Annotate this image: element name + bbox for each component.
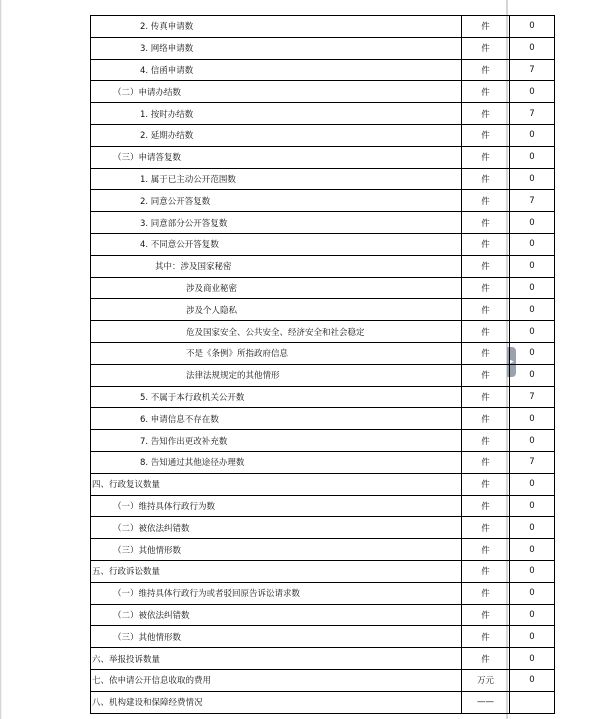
row-value: 0: [510, 669, 555, 691]
table-row: [91, 233, 555, 255]
page-edge: [0, 0, 2, 719]
row-value: 0: [510, 408, 555, 430]
statistics-table-body: [91, 16, 555, 714]
row-item-label: （二）申请办结数: [91, 81, 462, 103]
row-value: 7: [510, 103, 555, 125]
row-value: 0: [510, 473, 555, 495]
row-item-label: 五、行政诉讼数量: [91, 560, 462, 582]
row-value: 0: [510, 539, 555, 561]
row-unit: 件: [462, 277, 510, 299]
row-value: 0: [510, 364, 555, 386]
row-value: 0: [510, 233, 555, 255]
row-unit: 件: [462, 473, 510, 495]
row-item-label: 涉及个人隐私: [91, 299, 462, 321]
row-unit: 件: [462, 648, 510, 670]
row-unit: 件: [462, 233, 510, 255]
table-row: [91, 517, 555, 539]
row-item-label: 2. 传真申请数: [91, 16, 462, 38]
row-value: 0: [510, 277, 555, 299]
row-unit: 件: [462, 190, 510, 212]
row-item-label: 四、行政复议数量: [91, 473, 462, 495]
row-value: 0: [510, 299, 555, 321]
row-unit: 件: [462, 146, 510, 168]
row-item-label: （三）申请答复数: [91, 146, 462, 168]
table-row: [91, 342, 555, 364]
table-row: [91, 539, 555, 561]
table-row: [91, 430, 555, 452]
row-item-label: 2. 延期办结数: [91, 124, 462, 146]
row-unit: 件: [462, 59, 510, 81]
row-item-label: 4. 不同意公开答复数: [91, 233, 462, 255]
row-value: 0: [510, 168, 555, 190]
row-value: 0: [510, 146, 555, 168]
expand-arrow-icon[interactable]: ▸: [507, 347, 516, 377]
table-row: [91, 495, 555, 517]
row-unit: 件: [462, 451, 510, 473]
table-row: [91, 451, 555, 473]
row-value: 0: [510, 321, 555, 343]
row-unit: 件: [462, 342, 510, 364]
row-value: 7: [510, 59, 555, 81]
row-item-label: 6. 申请信息不存在数: [91, 408, 462, 430]
row-unit: 件: [462, 604, 510, 626]
row-item-label: （三）其他情形数: [91, 626, 462, 648]
table-row: [91, 582, 555, 604]
table-row: [91, 408, 555, 430]
row-unit: 万元: [462, 669, 510, 691]
row-item-label: 八、机构建设和保障经费情况: [91, 691, 462, 713]
row-item-label: （一）维持具体行政行为或者驳回原告诉讼请求数: [91, 582, 462, 604]
row-value: 7: [510, 386, 555, 408]
row-unit: 件: [462, 539, 510, 561]
row-value: 0: [510, 37, 555, 59]
row-item-label: （三）其他情形数: [91, 539, 462, 561]
row-item-label: 2. 同意公开答复数: [91, 190, 462, 212]
row-value: 0: [510, 582, 555, 604]
table-row: [91, 560, 555, 582]
table-row: [91, 299, 555, 321]
row-item-label: 危及国家安全、公共安全、经济安全和社会稳定: [91, 321, 462, 343]
table-row: [91, 146, 555, 168]
row-item-label: 7. 告知作出更改补充数: [91, 430, 462, 452]
table-row: [91, 364, 555, 386]
row-unit: 件: [462, 212, 510, 234]
row-value: 0: [510, 648, 555, 670]
row-item-label: 法律法规规定的其他情形: [91, 364, 462, 386]
row-unit: 件: [462, 386, 510, 408]
row-value: 0: [510, 255, 555, 277]
table-row: [91, 124, 555, 146]
row-item-label: 8. 告知通过其他途径办理数: [91, 451, 462, 473]
row-value: 0: [510, 430, 555, 452]
row-item-label: 七、依申请公开信息收取的费用: [91, 669, 462, 691]
table-row: [91, 16, 555, 38]
row-value: 0: [510, 604, 555, 626]
row-value: 0: [510, 342, 555, 364]
row-unit: ——: [462, 691, 510, 713]
table-row: [91, 212, 555, 234]
row-value: 0: [510, 212, 555, 234]
table-row: [91, 648, 555, 670]
row-unit: 件: [462, 430, 510, 452]
row-unit: 件: [462, 103, 510, 125]
row-item-label: （二）被依法纠错数: [91, 604, 462, 626]
row-value: [510, 691, 555, 713]
row-item-label: （一）维持具体行政行为数: [91, 495, 462, 517]
row-item-label: 六、举报投诉数量: [91, 648, 462, 670]
row-value: 0: [510, 16, 555, 38]
row-unit: 件: [462, 408, 510, 430]
row-item-label: 不是《条例》所指政府信息: [91, 342, 462, 364]
row-unit: 件: [462, 582, 510, 604]
row-item-label: 5. 不属于本行政机关公开数: [91, 386, 462, 408]
table-row: [91, 168, 555, 190]
row-unit: 件: [462, 124, 510, 146]
row-item-label: 1. 属于已主动公开范围数: [91, 168, 462, 190]
row-unit: 件: [462, 364, 510, 386]
row-unit: 件: [462, 168, 510, 190]
row-unit: 件: [462, 255, 510, 277]
table-row: [91, 604, 555, 626]
table-row: [91, 81, 555, 103]
row-unit: 件: [462, 517, 510, 539]
row-unit: 件: [462, 16, 510, 38]
table-row: [91, 691, 555, 713]
table-row: [91, 669, 555, 691]
row-unit: 件: [462, 626, 510, 648]
row-item-label: 涉及商业秘密: [91, 277, 462, 299]
row-value: 0: [510, 560, 555, 582]
table-row: [91, 277, 555, 299]
row-item-label: 其中：涉及国家秘密: [91, 255, 462, 277]
row-unit: 件: [462, 321, 510, 343]
row-value: 7: [510, 451, 555, 473]
row-item-label: 4. 信函申请数: [91, 59, 462, 81]
row-value: 7: [510, 190, 555, 212]
row-item-label: 3. 同意部分公开答复数: [91, 212, 462, 234]
row-value: 0: [510, 81, 555, 103]
row-value: 0: [510, 517, 555, 539]
row-value: 0: [510, 495, 555, 517]
row-value: 0: [510, 626, 555, 648]
row-unit: 件: [462, 495, 510, 517]
row-item-label: 1. 按时办结数: [91, 103, 462, 125]
table-row: [91, 190, 555, 212]
row-unit: 件: [462, 560, 510, 582]
row-item-label: 3. 网络申请数: [91, 37, 462, 59]
table-row: [91, 626, 555, 648]
table-row: [91, 386, 555, 408]
table-row: [91, 37, 555, 59]
row-value: 0: [510, 124, 555, 146]
table-row: [91, 321, 555, 343]
row-unit: 件: [462, 299, 510, 321]
table-row: [91, 59, 555, 81]
table-row: [91, 103, 555, 125]
row-unit: 件: [462, 37, 510, 59]
statistics-table: [90, 15, 555, 714]
table-row: [91, 473, 555, 495]
row-item-label: （二）被依法纠错数: [91, 517, 462, 539]
table-row: [91, 255, 555, 277]
row-unit: 件: [462, 81, 510, 103]
